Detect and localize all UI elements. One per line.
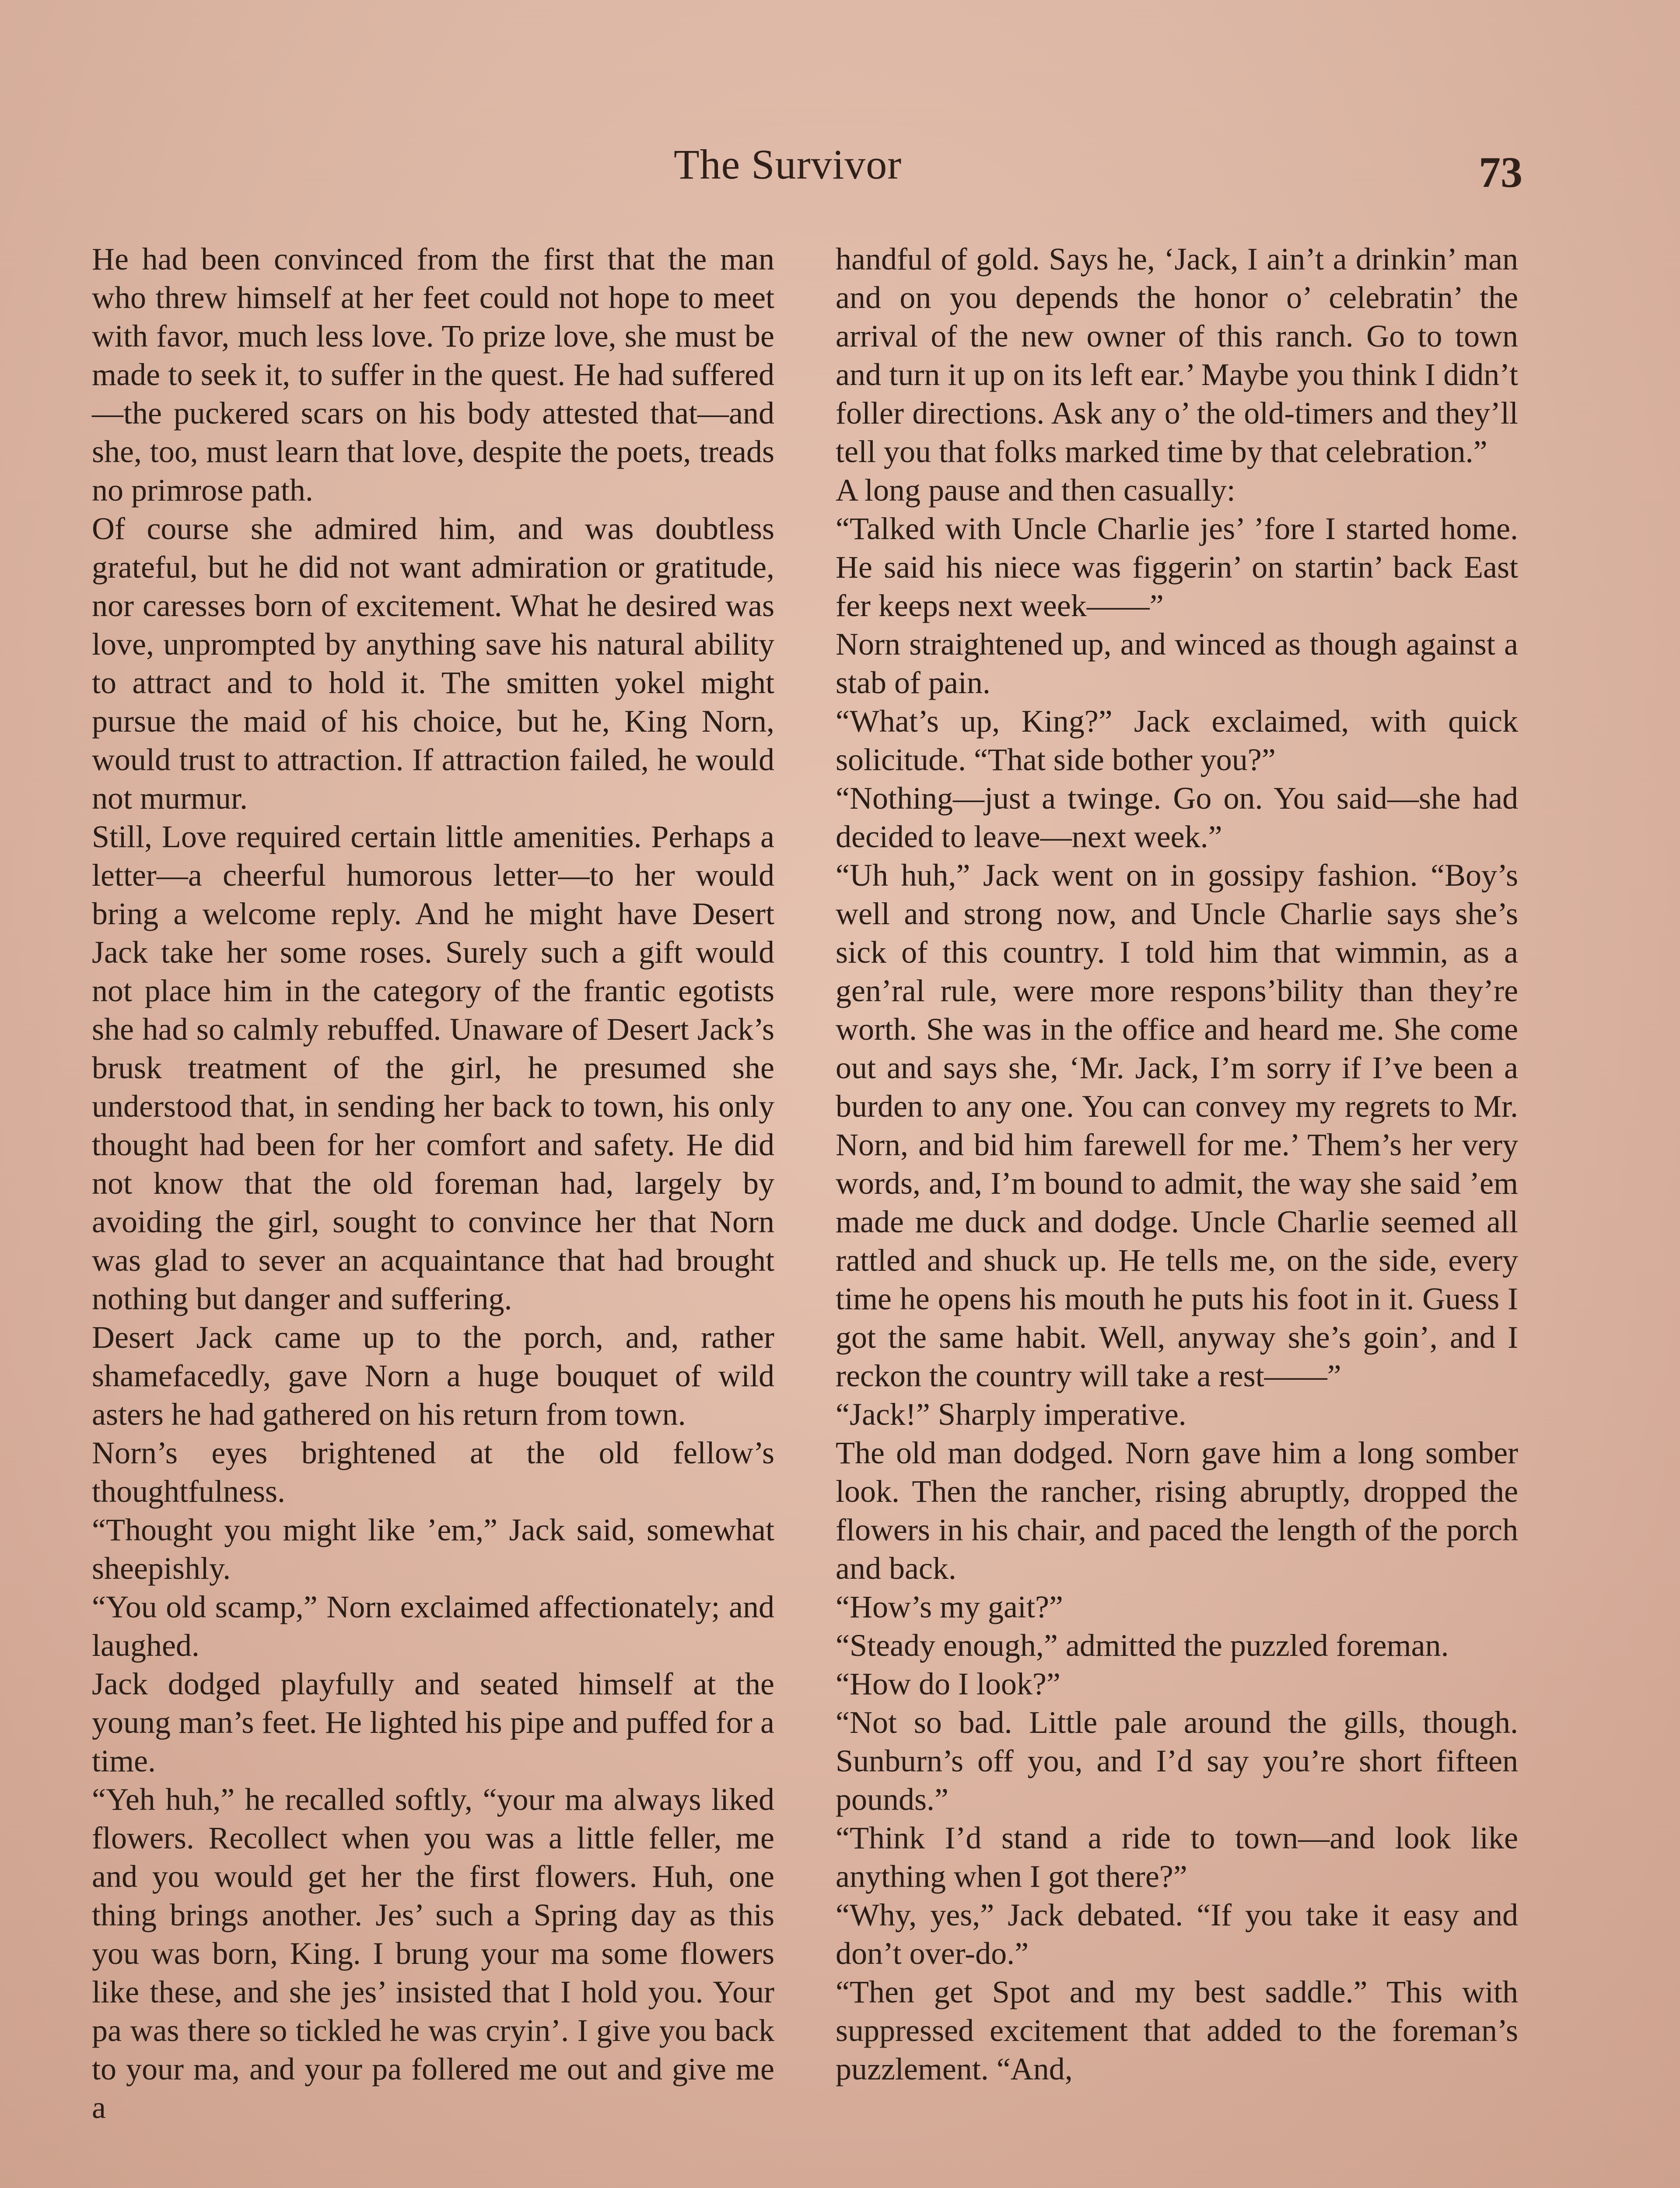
paragraph: “Why, yes,” Jack debated. “If you take it easy and don’t over-do.” — [836, 1897, 1518, 1971]
paragraph: A long pause and then casually: — [836, 473, 1236, 508]
paragraph: Still, Love required certain little amenities. Perhaps a letter—a cheerful humorous letter—to her would bring a welcome reply. And he might have Desert Jack take her some roses. Surely such a gift would not place him in the category of the frantic egotists she had so calmly rebuffed. Unaware of Desert Jack’s brusk treatment of the girl, he presumed she understood that, in sending her back to town, his only thought had been for her comfort and safety. He did not know that the old foreman had, largely by avoiding the girl, sought to convince her that Norn was glad to sever an acquaintance that had brought nothing but danger and suffering. — [92, 819, 774, 1316]
left-column — [92, 240, 774, 2127]
page-header — [0, 140, 1680, 201]
paragraph: “How’s my gait?” — [836, 1589, 1063, 1624]
paragraph: Jack dodged playfully and seated himself at the young man’s feet. He lighted his pipe and puffed for a time. — [92, 1666, 774, 1778]
paragraph: “Yeh huh,” he recalled softly, “your ma always liked flowers. Recollect when you was a little feller, me and you would get her the first flowers. Huh, one thing brings another. Jes’ such a Spring day as this you was born, King. I brung your ma some flowers like these, and she jes’ insisted that I hold you. Your pa was there so tickled he was cryin’. I give you back to your ma, and your pa follered me out and give me a — [92, 1782, 774, 2125]
paragraph: Desert Jack came up to the porch, and, rather shamefacedly, gave Norn a huge bouquet of wild asters he had gathered on his return from town. — [92, 1320, 774, 1432]
paragraph: He had been convinced from the first that the man who threw himself at her feet could not hope to meet with favor, much less love. To prize love, she must be made to seek it, to suffer in the quest. He had suffered—the puckered scars on his body attested that—and she, too, must learn that love, despite the poets, treads no primrose path. — [92, 242, 774, 508]
page-number: 73 — [1479, 148, 1522, 196]
paragraph: “You old scamp,” Norn exclaimed affectionately; and laughed. — [92, 1589, 774, 1663]
right-column — [836, 240, 1518, 2088]
paragraph: The old man dodged. Norn gave him a long somber look. Then the rancher, rising abruptly, dropped the flowers in his chair, and paced the length of the porch and back. — [836, 1435, 1518, 1586]
paragraph: Norn straightened up, and winced as though against a stab of pain. — [836, 627, 1518, 700]
paragraph: “Jack!” Sharply imperative. — [836, 1397, 1186, 1432]
running-title: The Survivor — [674, 141, 902, 188]
paragraph: “Uh huh,” Jack went on in gossipy fashion. “Boy’s well and strong now, and Uncle Charlie says she’s sick of this country. I told him that wimmin, as a gen’ral rule, were more respons’bility than they’re worth. She was in the office and heard me. She come out and says she, ‘Mr. Jack, I’m sorry if I’ve been a burden to any one. You can convey my regrets to Mr. Norn, and bid him farewell for me.’ Them’s her very words, and, I’m bound to admit, the way she said ’em made me duck and dodge. Uncle Charlie seemed all rattled and shuck up. He tells me, on the side, every time he opens his mouth he puts his foot in it. Guess I got the same habit. Well, anyway she’s goin’, and I reckon the country will take a rest——” — [836, 858, 1518, 1393]
paragraph: “How do I look?” — [836, 1666, 1060, 1701]
paragraph: “Then get Spot and my best saddle.” This with suppressed excitement that added to the foreman’s puzzlement. “And, — [836, 1974, 1518, 2086]
paragraph: “Think I’d stand a ride to town—and look like anything when I got there?” — [836, 1820, 1518, 1894]
paragraph: handful of gold. Says he, ‘Jack, I ain’t a drinkin’ man and on you depends the honor o’ celebratin’ the arrival of the new owner of this ranch. Go to town and turn it up on its left ear.’ Maybe you think I didn’t foller directions. Ask any o’ the old-timers and they’ll tell you that folks marked time by that celebration.” — [836, 242, 1518, 469]
paragraph: “Steady enough,” admitted the puzzled foreman. — [836, 1628, 1449, 1663]
paragraph: Norn’s eyes brightened at the old fellow’s thoughtfulness. — [92, 1435, 774, 1509]
paragraph: “Not so bad. Little pale around the gills, though. Sunburn’s off you, and I’d say you’re short fifteen pounds.” — [836, 1705, 1518, 1817]
paragraph: “Nothing—just a twinge. Go on. You said—she had decided to leave—next week.” — [836, 781, 1518, 854]
paragraph: Of course she admired him, and was doubtless grateful, but he did not want admiration or gratitude, nor caresses born of excitement. What he desired was love, unprompted by anything save his natural ability to attract and to hold it. The smitten yokel might pursue the maid of his choice, but he, King Norn, would trust to attraction. If attraction failed, he would not murmur. — [92, 511, 774, 816]
paragraph: “Thought you might like ’em,” Jack said, somewhat sheepishly. — [92, 1512, 774, 1586]
paragraph: “Talked with Uncle Charlie jes’ ’fore I started home. He said his niece was figgerin’ on startin’ back East fer keeps next week——” — [836, 511, 1518, 623]
paragraph: “What’s up, King?” Jack exclaimed, with quick solicitude. “That side bother you?” — [836, 704, 1518, 777]
